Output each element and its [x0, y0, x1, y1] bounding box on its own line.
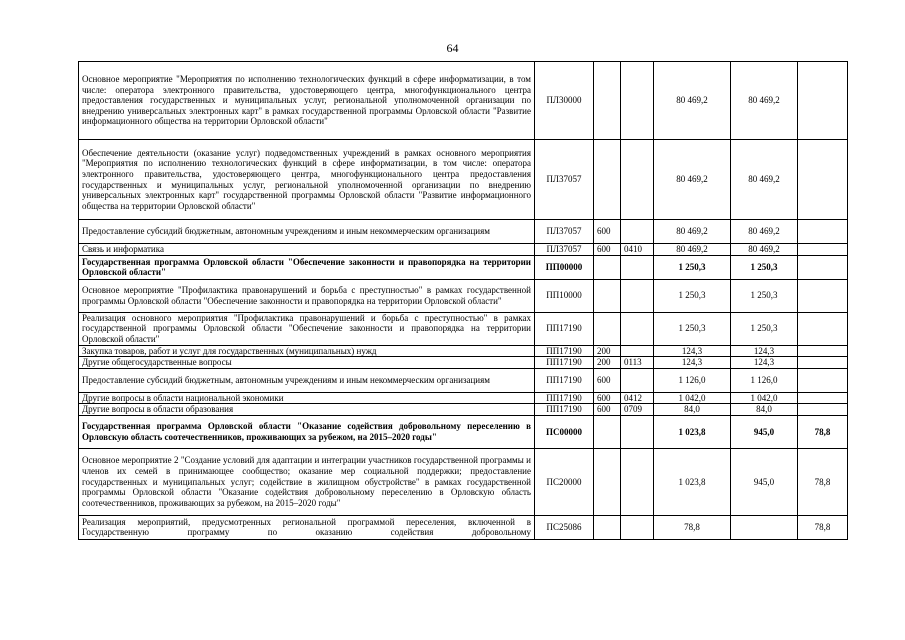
row-name-cell: Государственная программа Орловской области "Обеспечение законности и правопорядка на территории Орловской области" [79, 255, 535, 279]
row-vr-cell [594, 279, 621, 312]
row-rzpr-cell [621, 279, 654, 312]
row-vr-cell [594, 448, 621, 515]
row-code-cell: ПП17190 [535, 404, 594, 416]
row-code-cell: ПП17190 [535, 368, 594, 392]
row-code-cell: ПС20000 [535, 448, 594, 515]
row-name-cell: Другие вопросы в области национальной экономики [79, 392, 535, 404]
row-sum3-cell [798, 392, 848, 404]
row-sum3-cell [798, 357, 848, 369]
row-code-cell: ПП17190 [535, 312, 594, 345]
table-row [79, 312, 848, 345]
row-sum3-cell [798, 255, 848, 279]
table-row [79, 448, 848, 515]
row-name-cell: Основное мероприятие 2 "Создание условий для адаптации и интеграции участников государственной программы и членов их семей в принимающее сообщество; оказание мер социальной поддержки; предоставление государственных и муниципальных услуг; содействие в жилищном обустройстве" в рамках государственной программы Орловской области "Оказание содействия добровольному переселению в Орловскую область соотечественников, проживающих за рубежом, на 2015–2020 годы" [79, 448, 535, 515]
row-rzpr-cell: 0113 [621, 357, 654, 369]
row-vr-cell [594, 255, 621, 279]
row-vr-cell: 600 [594, 244, 621, 256]
table-row [79, 244, 848, 256]
table-row [79, 392, 848, 404]
row-sum3-cell [798, 404, 848, 416]
row-code-cell: ПП10000 [535, 279, 594, 312]
row-sum3-cell [798, 140, 848, 220]
row-vr-cell [594, 515, 621, 539]
row-sum2-cell: 124,3 [731, 345, 798, 357]
row-sum3-cell: 78,8 [798, 515, 848, 539]
row-name-cell: Основное мероприятие "Мероприятия по исполнению технологических функций в сфере информатизации, в том числе: оператора электронного правительства, удостоверяющего центра, многофункционального центра предоставления государственных и муниципальных услуг, региональной уполномоченной организации по внедрению универсальных электронных карт" в рамках государственной программы Орловской области "Развитие информационного общества на территории Орловской области" [79, 62, 535, 140]
row-sum1-cell: 124,3 [654, 357, 731, 369]
row-vr-cell [594, 312, 621, 345]
row-sum3-cell [798, 312, 848, 345]
row-name-cell: Другие вопросы в области образования [79, 404, 535, 416]
table-row [79, 357, 848, 369]
row-sum3-cell [798, 220, 848, 244]
row-sum2-cell: 80 469,2 [731, 140, 798, 220]
row-name-cell: Связь и информатика [79, 244, 535, 256]
row-rzpr-cell [621, 312, 654, 345]
budget-table [78, 61, 848, 540]
table-row [79, 220, 848, 244]
row-sum1-cell: 1 042,0 [654, 392, 731, 404]
row-rzpr-cell [621, 140, 654, 220]
row-vr-cell: 600 [594, 404, 621, 416]
row-sum1-cell: 1 250,3 [654, 279, 731, 312]
row-sum2-cell: 1 250,3 [731, 279, 798, 312]
row-name-cell: Реализация основного мероприятия "Профилактика правонарушений и борьба с преступностью" в рамках государственной программы Орловской области "Обеспечение законности и правопорядка на территории Орловской области" [79, 312, 535, 345]
row-sum1-cell: 124,3 [654, 345, 731, 357]
row-vr-cell [594, 415, 621, 448]
row-code-cell: ПЛ30000 [535, 62, 594, 140]
table-row [79, 404, 848, 416]
row-sum1-cell: 80 469,2 [654, 140, 731, 220]
row-sum3-cell: 78,8 [798, 415, 848, 448]
row-sum2-cell: 84,0 [731, 404, 798, 416]
row-sum2-cell [731, 515, 798, 539]
row-sum1-cell: 78,8 [654, 515, 731, 539]
row-sum2-cell: 80 469,2 [731, 220, 798, 244]
row-vr-cell: 600 [594, 220, 621, 244]
row-rzpr-cell [621, 345, 654, 357]
row-rzpr-cell [621, 62, 654, 140]
row-code-cell: ПЛ37057 [535, 140, 594, 220]
row-sum1-cell: 1 126,0 [654, 368, 731, 392]
row-rzpr-cell: 0412 [621, 392, 654, 404]
row-rzpr-cell: 0709 [621, 404, 654, 416]
row-vr-cell: 200 [594, 345, 621, 357]
row-sum2-cell: 945,0 [731, 448, 798, 515]
row-sum2-cell: 1 250,3 [731, 312, 798, 345]
row-sum1-cell: 84,0 [654, 404, 731, 416]
row-sum2-cell: 124,3 [731, 357, 798, 369]
row-sum1-cell: 80 469,2 [654, 62, 731, 140]
row-sum1-cell: 80 469,2 [654, 220, 731, 244]
row-code-cell: ПС00000 [535, 415, 594, 448]
row-sum2-cell: 80 469,2 [731, 244, 798, 256]
table-row [79, 255, 848, 279]
row-sum2-cell: 1 126,0 [731, 368, 798, 392]
row-code-cell: ПП17190 [535, 392, 594, 404]
row-sum3-cell [798, 345, 848, 357]
row-rzpr-cell [621, 368, 654, 392]
row-sum2-cell: 80 469,2 [731, 62, 798, 140]
row-name-cell: Предоставление субсидий бюджетным, автономным учреждениям и иным некоммерческим организациям [79, 220, 535, 244]
row-code-cell: ПП17190 [535, 357, 594, 369]
row-vr-cell [594, 62, 621, 140]
row-sum1-cell: 1 023,8 [654, 415, 731, 448]
row-sum3-cell [798, 368, 848, 392]
row-code-cell: ПС25086 [535, 515, 594, 539]
row-sum1-cell: 1 250,3 [654, 255, 731, 279]
row-sum1-cell: 80 469,2 [654, 244, 731, 256]
table-row [79, 345, 848, 357]
table-row [79, 515, 848, 539]
row-name-cell: Государственная программа Орловской области "Оказание содействия добровольному переселению в Орловскую область соотечественников, проживающих за рубежом, на 2015–2020 годы" [79, 415, 535, 448]
row-vr-cell: 600 [594, 392, 621, 404]
row-code-cell: ПЛ37057 [535, 244, 594, 256]
row-sum3-cell: 78,8 [798, 448, 848, 515]
row-rzpr-cell [621, 448, 654, 515]
row-sum1-cell: 1 250,3 [654, 312, 731, 345]
page-number: 64 [446, 41, 459, 55]
row-name-cell: Основное мероприятие "Профилактика правонарушений и борьба с преступностью" в рамках государственной программы Орловской области "Обеспечение законности и правопорядка на территории Орловской области" [79, 279, 535, 312]
row-rzpr-cell [621, 255, 654, 279]
row-name-cell: Предоставление субсидий бюджетным, автономным учреждениям и иным некоммерческим организациям [79, 368, 535, 392]
row-rzpr-cell [621, 415, 654, 448]
row-vr-cell: 200 [594, 357, 621, 369]
row-name-cell: Другие общегосударственные вопросы [79, 357, 535, 369]
row-sum2-cell: 945,0 [731, 415, 798, 448]
row-rzpr-cell: 0410 [621, 244, 654, 256]
row-sum2-cell: 1 250,3 [731, 255, 798, 279]
row-vr-cell: 600 [594, 368, 621, 392]
row-rzpr-cell [621, 220, 654, 244]
row-sum2-cell: 1 042,0 [731, 392, 798, 404]
table-row [79, 140, 848, 220]
row-name-cell: Закупка товаров, работ и услуг для государственных (муниципальных) нужд [79, 345, 535, 357]
row-rzpr-cell [621, 515, 654, 539]
row-name-cell: Обеспечение деятельности (оказание услуг) подведомственных учреждений в рамках основного мероприятия "Мероприятия по исполнению технологических функций в сфере информатизации, в том числе: оператора электронного правительства, удостоверяющего центра, многофункционального центра предоставления государственных и муниципальных услуг, региональной уполномоченной организации по внедрению универсальных электронных карт" государственной программы Орловской области "Развитие информационного общества на территории Орловской области" [79, 140, 535, 220]
row-code-cell: ПЛ37057 [535, 220, 594, 244]
table-row [79, 368, 848, 392]
row-vr-cell [594, 140, 621, 220]
row-code-cell: ПП17190 [535, 345, 594, 357]
table-row [79, 279, 848, 312]
row-sum3-cell [798, 244, 848, 256]
table-row [79, 415, 848, 448]
row-sum3-cell [798, 279, 848, 312]
row-code-cell: ПП00000 [535, 255, 594, 279]
table-row [79, 62, 848, 140]
row-sum3-cell [798, 62, 848, 140]
row-name-cell: Реализация мероприятий, предусмотренных региональной программой переселения, включенной в Государственную программу по оказанию содействия добровольному [79, 515, 535, 539]
row-sum1-cell: 1 023,8 [654, 448, 731, 515]
